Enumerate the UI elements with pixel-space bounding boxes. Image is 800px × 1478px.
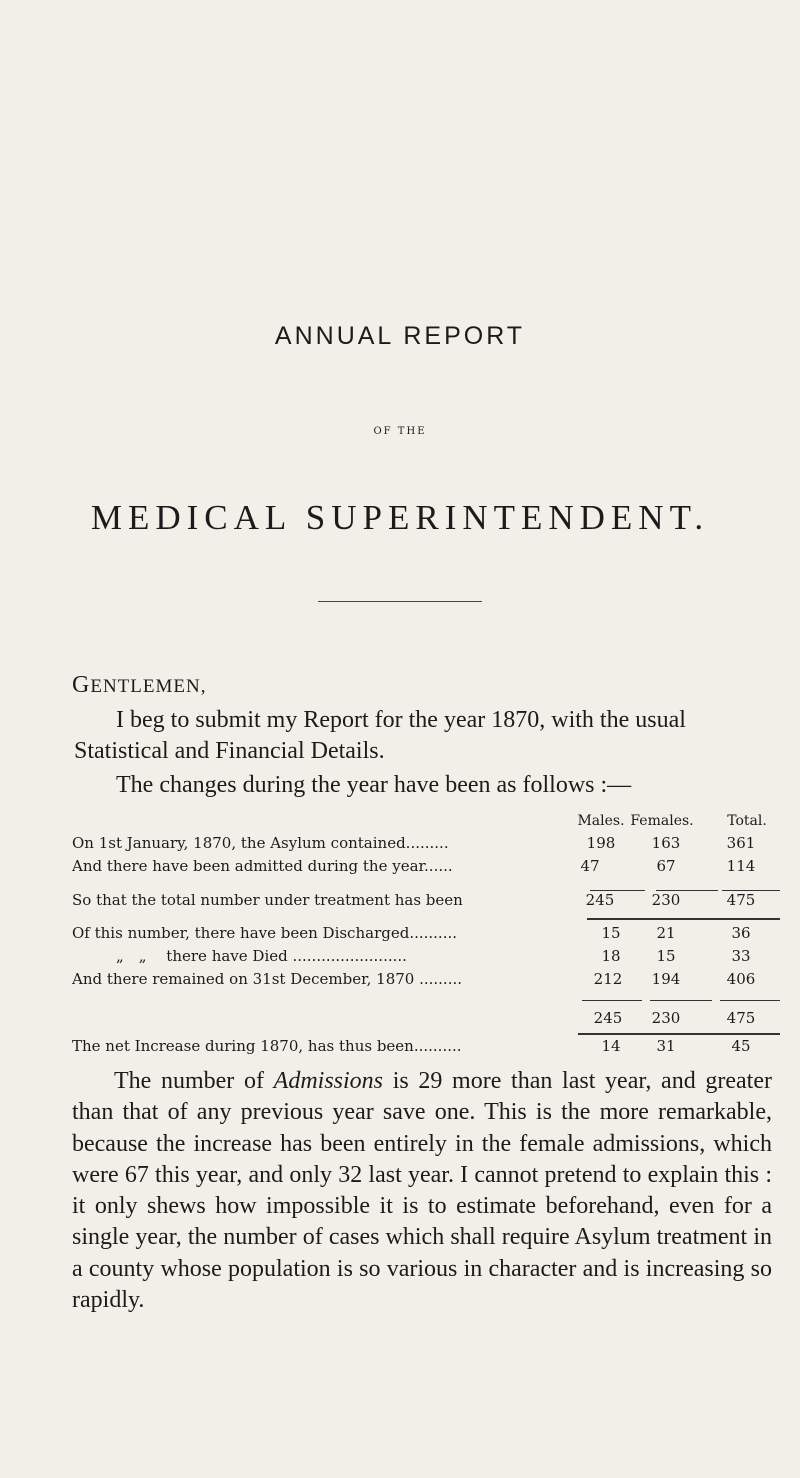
table-row	[0, 924, 800, 946]
table-row	[0, 1037, 800, 1059]
changes-intro: The changes during the year have been as follows :—	[116, 772, 632, 798]
cell-males: 14	[601, 1037, 621, 1055]
cell-females: 194	[651, 970, 681, 988]
cell-males: 47	[580, 857, 600, 875]
row-label: Of this number, there have been Discharged..........	[72, 924, 457, 942]
body-paragraph	[72, 1066, 772, 1316]
table-row	[0, 834, 800, 856]
cell-females: 230	[651, 1009, 681, 1027]
cell-females: 31	[656, 1037, 676, 1055]
title-annual-report: ANNUAL REPORT	[274, 322, 526, 350]
table-row	[0, 1009, 800, 1031]
sum-rule	[720, 1000, 780, 1001]
cell-males: 245	[593, 1009, 623, 1027]
body-text-start: The number of	[114, 1068, 274, 1094]
header-females: Females.	[630, 813, 694, 829]
table-row	[0, 857, 800, 879]
cell-females: 15	[656, 947, 676, 965]
table-header-row	[0, 813, 800, 835]
cell-total: 475	[726, 1009, 756, 1027]
body-text-rest: is 29 more than last year, and greater than that of any previous year save one. This is the more remarkable, because the increase has been entirely in the female admissions, which were 67 this year, and only 32 last year. I cannot pretend to explain this : it only shews how impossible it is to estimate beforehand, even for a single year, the number of cases which shall require Asylum treatment in a county whose population is so various in character and is increasing so rapidly.	[72, 1068, 772, 1314]
cell-total: 33	[731, 947, 751, 965]
cell-total: 114	[726, 857, 756, 875]
cell-males: 15	[601, 924, 621, 942]
cell-total: 475	[726, 891, 756, 909]
table-row	[0, 947, 800, 969]
salutation-initial: G	[72, 672, 91, 698]
row-label: And there have been admitted during the year......	[72, 857, 453, 875]
row-label: „ „ there have Died ........................	[116, 947, 407, 965]
cell-total: 45	[731, 1037, 751, 1055]
cell-males: 245	[585, 891, 615, 909]
salutation	[72, 672, 206, 699]
cell-total: 406	[726, 970, 756, 988]
table-row	[0, 891, 800, 913]
cell-males: 198	[586, 834, 616, 852]
cell-males: 212	[593, 970, 623, 988]
title-of-the: OF THE	[373, 426, 427, 437]
row-label: So that the total number under treatment has been	[72, 891, 463, 909]
row-label: The net Increase during 1870, has thus been..........	[72, 1037, 462, 1055]
cell-total: 361	[726, 834, 756, 852]
header-total: Total.	[727, 813, 767, 829]
title-medical-superintendent: MEDICAL SUPERINTENDENT.	[90, 498, 710, 537]
cell-males: 18	[601, 947, 621, 965]
double-rule	[587, 918, 780, 920]
intro-paragraph: I beg to submit my Report for the year 1870, with the usual Statistical and Financial Details.	[74, 707, 686, 764]
sum-rule	[650, 1000, 712, 1001]
cell-females: 163	[651, 834, 681, 852]
row-label: And there remained on 31st December, 1870 .........	[72, 970, 462, 988]
cell-females: 67	[656, 857, 676, 875]
double-rule	[578, 1033, 780, 1035]
sum-rule	[582, 1000, 642, 1001]
divider-rule	[318, 601, 482, 602]
cell-females: 21	[656, 924, 676, 942]
header-males: Males.	[577, 813, 625, 829]
cell-females: 230	[651, 891, 681, 909]
salutation-rest: ENTLEMEN,	[90, 676, 207, 697]
body-emphasis: Admissions	[273, 1068, 384, 1094]
cell-total: 36	[731, 924, 751, 942]
table-row	[0, 970, 800, 992]
row-label: On 1st January, 1870, the Asylum contained.........	[72, 834, 449, 852]
